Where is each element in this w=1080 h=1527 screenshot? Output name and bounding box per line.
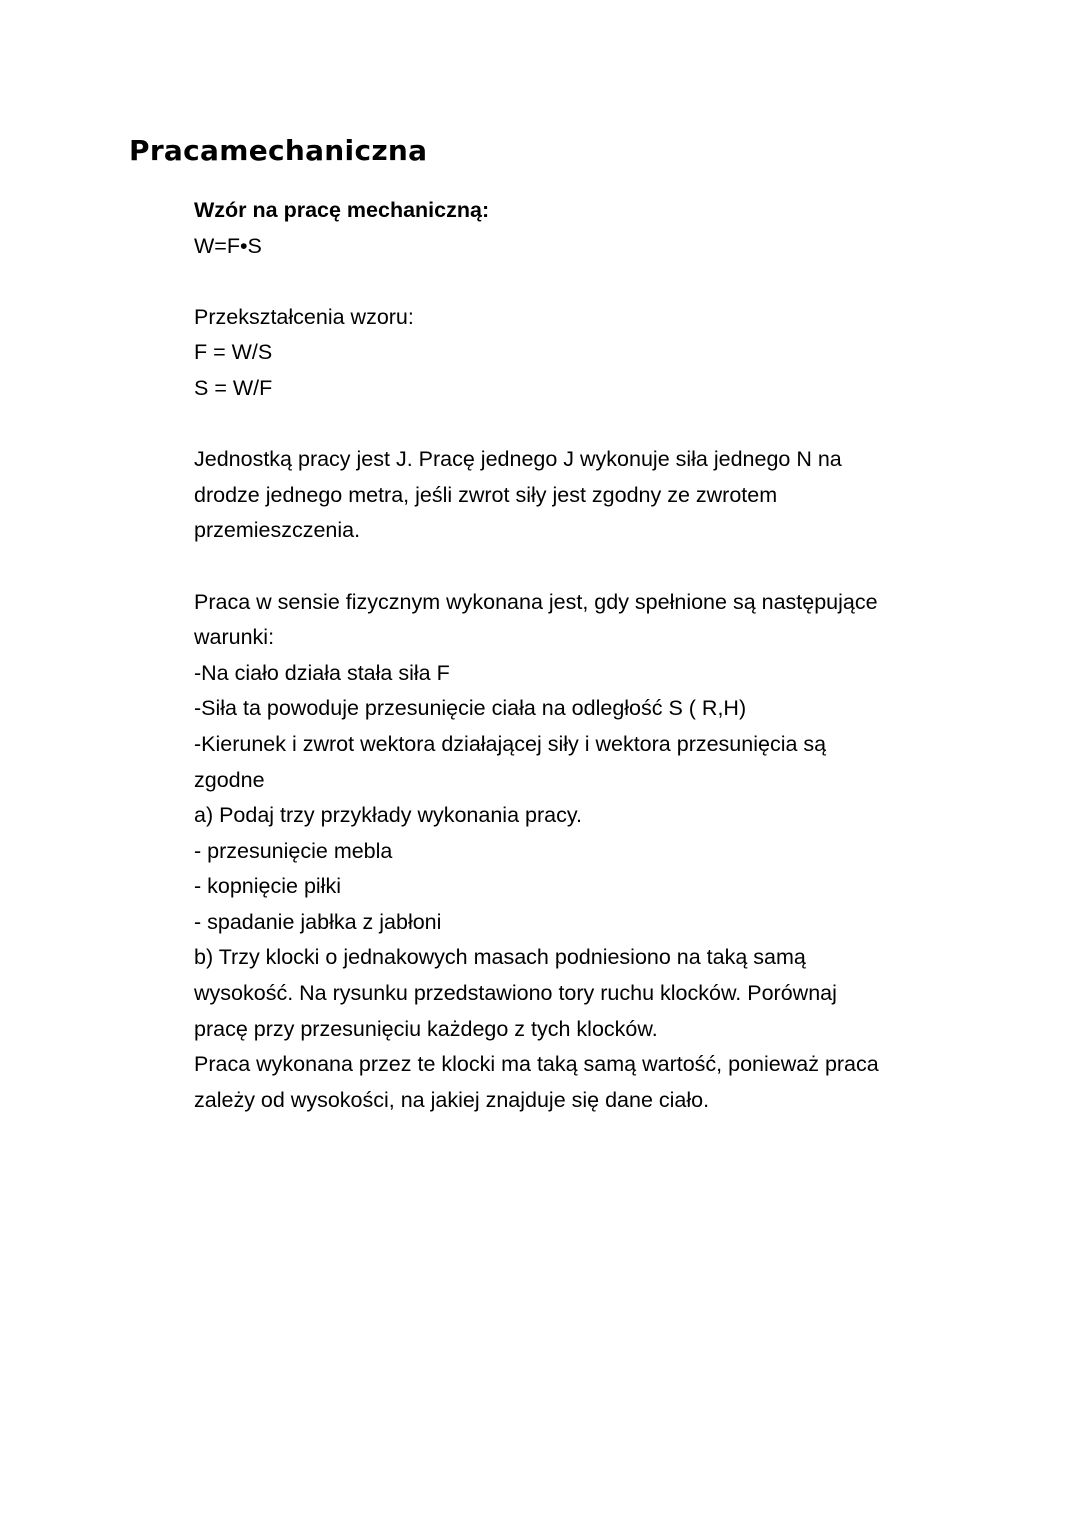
- spacer: [194, 407, 954, 443]
- example-item: - przesunięcie mebla: [194, 838, 393, 863]
- example-item: - spadanie jabłka z jabłoni: [194, 909, 442, 934]
- transform-formula-force: F = W/S: [194, 340, 273, 365]
- task-a: a) Podaj trzy przykłady wykonania pracy.: [194, 803, 582, 828]
- formula-heading: Wzór na pracę mechaniczną:: [194, 198, 490, 222]
- transform-formula-distance: S = W/F: [194, 375, 273, 400]
- spacer: [194, 264, 954, 300]
- conditions-intro-line: warunki:: [194, 625, 275, 650]
- unit-paragraph-line: drodze jednego metra, jeśli zwrot siły jest zgodny ze zwrotem: [194, 482, 778, 507]
- answer-b-line: zależy od wysokości, na jakiej znajduje się dane ciało.: [194, 1087, 710, 1112]
- task-b-line: wysokość. Na rysunku przedstawiono tory ruchu klocków. Porównaj: [194, 981, 837, 1006]
- example-item: - kopnięcie piłki: [194, 874, 341, 899]
- transform-heading: Przekształcenia wzoru:: [194, 304, 414, 329]
- condition-item: -Siła ta powoduje przesunięcie ciała na odległość S ( R,H): [194, 696, 747, 721]
- document-title: Pracamechaniczna: [129, 134, 428, 167]
- condition-item: -Na ciało działa stała siła F: [194, 660, 450, 685]
- task-b-line: b) Trzy klocki o jednakowych masach podniesiono na taką samą: [194, 945, 806, 970]
- formula: W=F•S: [194, 233, 262, 258]
- answer-b-line: Praca wykonana przez te klocki ma taką samą wartość, ponieważ praca: [194, 1052, 879, 1077]
- condition-item: -Kierunek i zwrot wektora działającej siły i wektora przesunięcia są: [194, 731, 827, 756]
- document-body: [194, 193, 954, 1118]
- conditions-intro-line: Praca w sensie fizycznym wykonana jest, gdy spełnione są następujące: [194, 589, 878, 614]
- unit-paragraph-line: przemieszczenia.: [194, 518, 361, 543]
- task-b-line: pracę przy przesunięciu każdego z tych klocków.: [194, 1016, 658, 1041]
- condition-item-continuation: zgodne: [194, 767, 265, 792]
- spacer: [194, 549, 954, 585]
- unit-paragraph-line: Jednostką pracy jest J. Pracę jednego J wykonuje siła jednego N na: [194, 447, 842, 472]
